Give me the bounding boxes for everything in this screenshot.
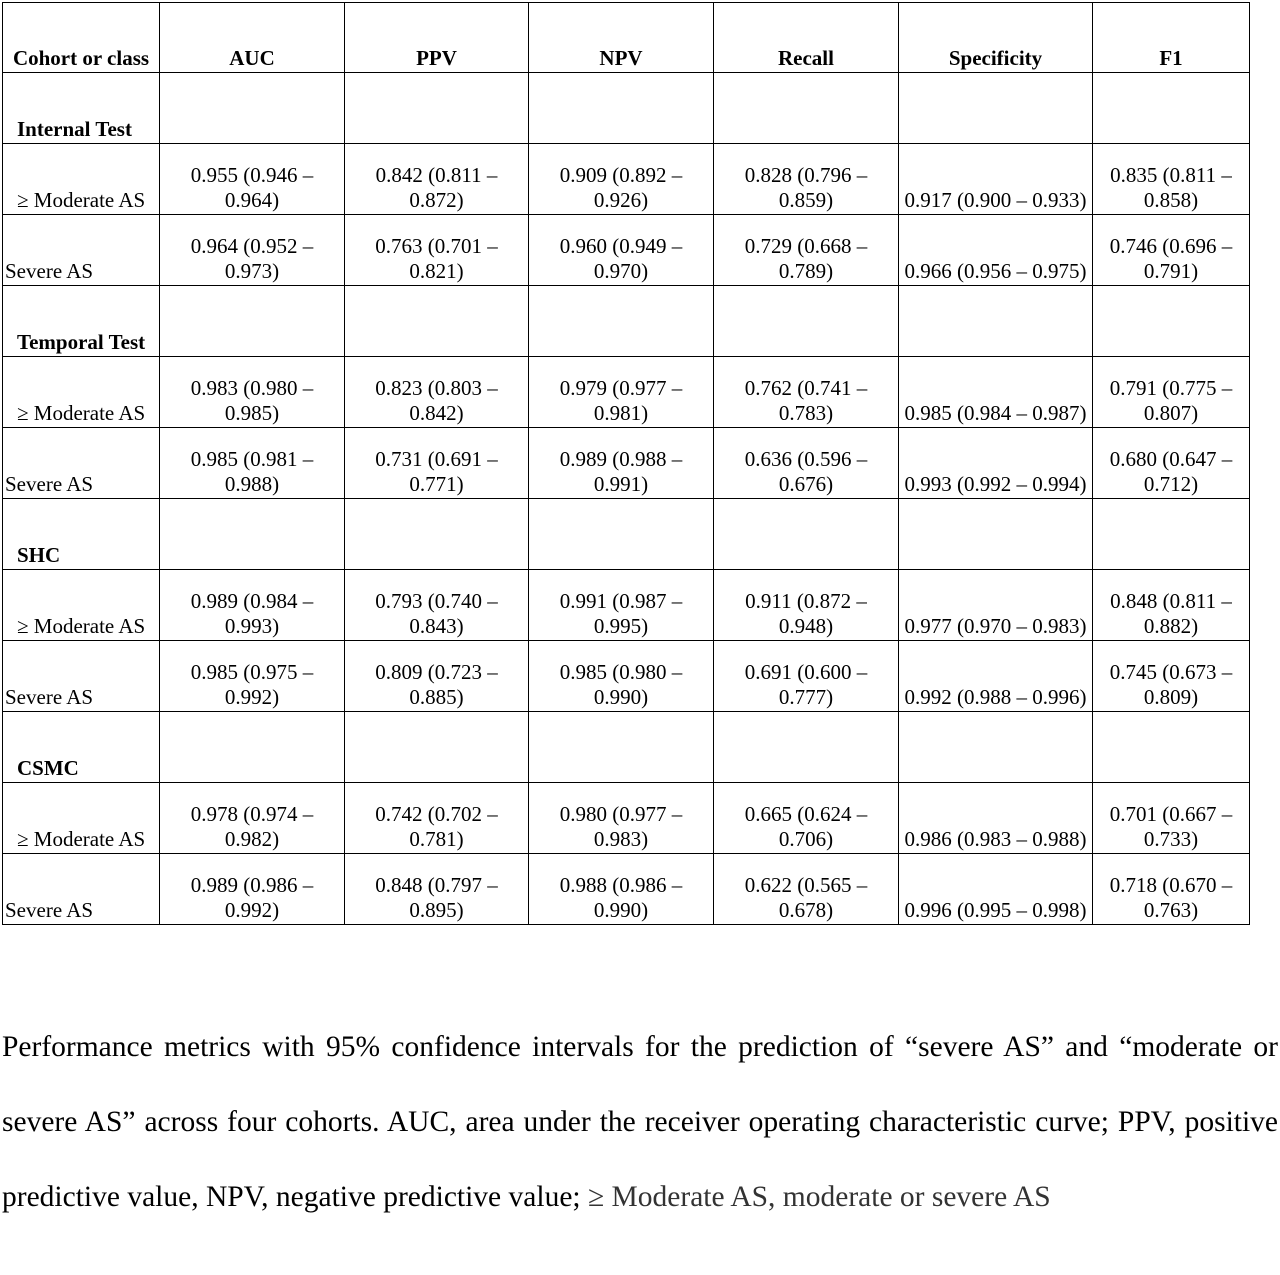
metric-cell-recall: 0.828 (0.796 – 0.859): [714, 144, 899, 215]
metric-cell-ppv: 0.809 (0.723 – 0.885): [345, 641, 529, 712]
cohort-row: [3, 73, 1250, 144]
caption-main: Performance metrics with 95% confidence intervals for the prediction of “severe AS” and “moderate or severe AS” across four cohorts. AUC, area under the receiver operating characteristic curve; PPV, positive predictive value, NPV, negative predictive value;: [2, 1031, 1278, 1213]
metric-cell-recall: 0.911 (0.872 – 0.948): [714, 570, 899, 641]
empty-cell: [899, 499, 1093, 570]
metric-cell-auc: 0.985 (0.975 – 0.992): [160, 641, 345, 712]
table-row: [3, 783, 1250, 854]
cohort-row: [3, 712, 1250, 783]
metric-cell-auc: 0.989 (0.986 – 0.992): [160, 854, 345, 925]
empty-cell: [160, 73, 345, 144]
metric-cell-npv: 0.991 (0.987 – 0.995): [529, 570, 714, 641]
metric-cell-f1: 0.701 (0.667 – 0.733): [1093, 783, 1250, 854]
empty-cell: [899, 73, 1093, 144]
empty-cell: [345, 499, 529, 570]
metric-cell-specificity: 0.917 (0.900 – 0.933): [899, 144, 1093, 215]
row-label-text: ≥ Moderate AS: [17, 614, 146, 638]
metric-cell-ppv: 0.823 (0.803 – 0.842): [345, 357, 529, 428]
empty-cell: [345, 286, 529, 357]
metric-cell-recall: 0.762 (0.741 – 0.783): [714, 357, 899, 428]
metric-cell-specificity: 0.966 (0.956 – 0.975): [899, 215, 1093, 286]
metric-cell-npv: 0.979 (0.977 – 0.981): [529, 357, 714, 428]
performance-metrics-table: [2, 2, 1250, 925]
row-label: [3, 570, 160, 641]
empty-cell: [899, 286, 1093, 357]
empty-cell: [529, 73, 714, 144]
metric-cell-ppv: 0.842 (0.811 – 0.872): [345, 144, 529, 215]
column-header-cohort: Cohort or class: [3, 3, 160, 73]
metric-cell-auc: 0.955 (0.946 – 0.964): [160, 144, 345, 215]
empty-cell: [714, 286, 899, 357]
metric-cell-recall: 0.691 (0.600 – 0.777): [714, 641, 899, 712]
metric-cell-auc: 0.978 (0.974 – 0.982): [160, 783, 345, 854]
cohort-row: [3, 499, 1250, 570]
cohort-row: [3, 286, 1250, 357]
metric-cell-ppv: 0.848 (0.797 – 0.895): [345, 854, 529, 925]
column-header-specificity: Specificity: [899, 3, 1093, 73]
empty-cell: [1093, 499, 1250, 570]
empty-cell: [529, 499, 714, 570]
metric-cell-f1: 0.718 (0.670 – 0.763): [1093, 854, 1250, 925]
empty-cell: [160, 712, 345, 783]
row-label: [3, 783, 160, 854]
table-row: [3, 357, 1250, 428]
empty-cell: [714, 499, 899, 570]
empty-cell: [714, 712, 899, 783]
cohort-name: CSMC: [3, 712, 160, 783]
metric-cell-auc: 0.983 (0.980 – 0.985): [160, 357, 345, 428]
metric-cell-auc: 0.964 (0.952 – 0.973): [160, 215, 345, 286]
empty-cell: [345, 712, 529, 783]
metric-cell-specificity: 0.985 (0.984 – 0.987): [899, 357, 1093, 428]
header-row: [3, 3, 1250, 73]
metric-cell-f1: 0.848 (0.811 – 0.882): [1093, 570, 1250, 641]
metric-cell-npv: 0.980 (0.977 – 0.983): [529, 783, 714, 854]
table-row: [3, 428, 1250, 499]
metric-cell-auc: 0.989 (0.984 – 0.993): [160, 570, 345, 641]
metric-cell-recall: 0.729 (0.668 – 0.789): [714, 215, 899, 286]
row-label-text: ≥ Moderate AS: [17, 401, 146, 425]
metric-cell-specificity: 0.992 (0.988 – 0.996): [899, 641, 1093, 712]
row-label: [3, 357, 160, 428]
empty-cell: [160, 499, 345, 570]
table-row: [3, 144, 1250, 215]
column-header-auc: AUC: [160, 3, 345, 73]
empty-cell: [345, 73, 529, 144]
metric-cell-f1: 0.680 (0.647 – 0.712): [1093, 428, 1250, 499]
metric-cell-specificity: 0.993 (0.992 – 0.994): [899, 428, 1093, 499]
empty-cell: [899, 712, 1093, 783]
metric-cell-npv: 0.960 (0.949 – 0.970): [529, 215, 714, 286]
column-header-ppv: PPV: [345, 3, 529, 73]
table-row: [3, 641, 1250, 712]
table-row: [3, 854, 1250, 925]
empty-cell: [1093, 73, 1250, 144]
empty-cell: [160, 286, 345, 357]
metric-cell-f1: 0.835 (0.811 – 0.858): [1093, 144, 1250, 215]
metric-cell-recall: 0.622 (0.565 – 0.678): [714, 854, 899, 925]
column-header-f1: F1: [1093, 3, 1250, 73]
metric-cell-specificity: 0.986 (0.983 – 0.988): [899, 783, 1093, 854]
cohort-name: Internal Test: [3, 73, 160, 144]
cohort-name: SHC: [3, 499, 160, 570]
cohort-name: Temporal Test: [3, 286, 160, 357]
row-label: Severe AS: [3, 641, 160, 712]
metric-cell-specificity: 0.977 (0.970 – 0.983): [899, 570, 1093, 641]
metric-cell-npv: 0.988 (0.986 – 0.990): [529, 854, 714, 925]
empty-cell: [529, 286, 714, 357]
empty-cell: [714, 73, 899, 144]
metric-cell-recall: 0.636 (0.596 – 0.676): [714, 428, 899, 499]
metric-cell-npv: 0.985 (0.980 – 0.990): [529, 641, 714, 712]
column-header-recall: Recall: [714, 3, 899, 73]
row-label: Severe AS: [3, 215, 160, 286]
metric-cell-ppv: 0.731 (0.691 – 0.771): [345, 428, 529, 499]
metric-cell-npv: 0.909 (0.892 – 0.926): [529, 144, 714, 215]
metric-cell-recall: 0.665 (0.624 – 0.706): [714, 783, 899, 854]
caption-tail: ≥ Moderate AS, moderate or severe AS: [587, 1181, 1051, 1213]
row-label: Severe AS: [3, 428, 160, 499]
metric-cell-f1: 0.745 (0.673 – 0.809): [1093, 641, 1250, 712]
row-label-text: ≥ Moderate AS: [17, 188, 146, 212]
table-row: [3, 215, 1250, 286]
metric-cell-specificity: 0.996 (0.995 – 0.998): [899, 854, 1093, 925]
table-body: [3, 3, 1250, 925]
metric-cell-f1: 0.791 (0.775 – 0.807): [1093, 357, 1250, 428]
empty-cell: [1093, 712, 1250, 783]
metric-cell-f1: 0.746 (0.696 – 0.791): [1093, 215, 1250, 286]
table-caption: [2, 1010, 1278, 1235]
table-row: [3, 570, 1250, 641]
row-label: [3, 144, 160, 215]
empty-cell: [1093, 286, 1250, 357]
row-label-text: ≥ Moderate AS: [17, 827, 146, 851]
row-label: Severe AS: [3, 854, 160, 925]
metric-cell-ppv: 0.742 (0.702 – 0.781): [345, 783, 529, 854]
column-header-npv: NPV: [529, 3, 714, 73]
metric-cell-ppv: 0.793 (0.740 – 0.843): [345, 570, 529, 641]
metric-cell-ppv: 0.763 (0.701 – 0.821): [345, 215, 529, 286]
metric-cell-npv: 0.989 (0.988 – 0.991): [529, 428, 714, 499]
empty-cell: [529, 712, 714, 783]
metric-cell-auc: 0.985 (0.981 – 0.988): [160, 428, 345, 499]
